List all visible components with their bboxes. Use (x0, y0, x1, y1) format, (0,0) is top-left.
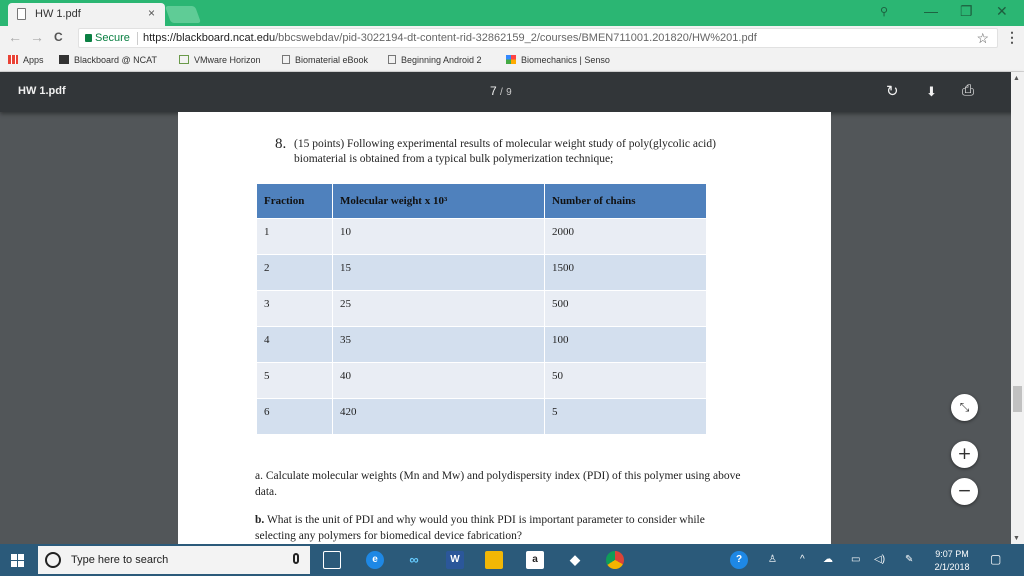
table-header: Molecular weight x 10³ (333, 184, 545, 219)
vmware-icon (179, 55, 189, 64)
table-cell: 2 (257, 255, 333, 291)
rotate-icon[interactable]: ↻ (886, 83, 899, 100)
bookmark-biomaterial-ebook[interactable]: Biomaterial eBook (282, 55, 368, 65)
cortana-icon (45, 552, 61, 568)
windows-start-icon[interactable] (11, 554, 24, 567)
profile-icon[interactable]: ⚲ (880, 6, 889, 18)
taskbar-clock[interactable] (930, 548, 974, 574)
scroll-up-arrow[interactable]: ▲ (1013, 75, 1020, 82)
table-header: Fraction (257, 184, 333, 219)
word-icon[interactable]: W (446, 551, 464, 569)
search-placeholder: Type here to search (71, 554, 169, 566)
edge-icon[interactable]: e (366, 551, 384, 569)
new-tab-button[interactable] (165, 6, 201, 23)
pdf-toolbar (0, 72, 1024, 112)
table-cell: 6 (257, 399, 333, 435)
browser-tab[interactable] (8, 3, 165, 26)
table-cell: 10 (333, 219, 545, 255)
print-icon[interactable]: ⎙ (962, 82, 975, 99)
table-row (257, 363, 707, 399)
bookmark-biomechanics[interactable]: Biomechanics | Senso (506, 55, 610, 65)
question-part-a: a. Calculate molecular weights (Mn and Mw) and polydispersity index (PDI) of this polymer using above data. (255, 470, 741, 498)
chrome-icon[interactable] (606, 551, 624, 569)
table-cell: 25 (333, 291, 545, 327)
table-cell: 100 (545, 327, 707, 363)
pen-icon[interactable]: ✎ (905, 554, 914, 565)
scrollbar[interactable] (1011, 72, 1024, 544)
table-cell: 4 (257, 327, 333, 363)
table-cell: 35 (333, 327, 545, 363)
store-icon[interactable] (485, 551, 503, 569)
help-icon[interactable]: ? (730, 551, 748, 569)
url-text[interactable]: https://blackboard.ncat.edu/bbcswebdav/pid-3022194-dt-content-rid-32862159_2/courses/BMEN711001.201820/HW%201.pdf (143, 32, 757, 44)
back-button[interactable]: ← (8, 29, 22, 45)
clock-date: 2/1/2018 (934, 562, 970, 572)
page-indicator[interactable]: 7 / 9 (490, 84, 512, 98)
results-table (256, 183, 707, 435)
table-cell: 1500 (545, 255, 707, 291)
table-row (257, 219, 707, 255)
question-text: (15 points) Following experimental results of molecular weight study of poly(glycolic acid) biomaterial is obtained from a typical bulk polymerization technique; (294, 138, 716, 165)
download-icon[interactable]: ⬇ (926, 84, 937, 99)
taskbar-search[interactable] (38, 546, 310, 574)
blackboard-icon (59, 55, 69, 64)
lock-icon (85, 34, 92, 42)
page-icon (388, 55, 396, 64)
onedrive-icon[interactable]: ☁ (823, 554, 833, 565)
reload-button[interactable]: C (54, 30, 63, 44)
table-cell: 5 (545, 399, 707, 435)
table-cell: 3 (257, 291, 333, 327)
table-cell: 1 (257, 219, 333, 255)
forward-button[interactable]: → (30, 29, 44, 45)
fit-page-button[interactable]: ⤡ (951, 394, 978, 421)
bookmark-blackboard[interactable]: Blackboard @ NCAT (59, 55, 157, 65)
title-bar (0, 0, 1024, 26)
zoom-out-button[interactable]: − (951, 478, 978, 505)
bookmarks-bar (0, 50, 1024, 72)
joomla-icon (506, 55, 516, 64)
table-header: Number of chains (545, 184, 707, 219)
table-cell: 15 (333, 255, 545, 291)
browser-menu-icon[interactable]: ⋮ (1005, 29, 1019, 45)
pdf-title: HW 1.pdf (18, 85, 66, 97)
amazon-icon[interactable]: a (526, 551, 544, 569)
bookmark-star-icon[interactable]: ☆ (976, 30, 989, 46)
show-hidden-icons[interactable]: ^ (800, 554, 805, 565)
pdf-page (178, 112, 831, 544)
close-window-button[interactable]: ✕ (996, 3, 1008, 19)
notifications-icon[interactable]: ▢ (990, 552, 1002, 566)
clock-time: 9:07 PM (935, 549, 969, 559)
question-part-b: b. What is the unit of PDI and why would you think PDI is important parameter to consider while selecting any polymers for biomedical device fabrication? (255, 514, 705, 542)
battery-icon[interactable]: ▭ (851, 554, 861, 565)
bookmark-vmware[interactable]: VMware Horizon (179, 55, 261, 65)
link-icon[interactable]: ∞ (409, 552, 419, 567)
table-header-row (257, 184, 707, 219)
question-number: 8. (275, 136, 287, 152)
task-view-icon[interactable] (323, 551, 341, 569)
table-cell: 2000 (545, 219, 707, 255)
tab-close-button[interactable]: × (147, 6, 155, 20)
taskbar (0, 544, 1024, 576)
scrollbar-thumb[interactable] (1013, 386, 1022, 412)
apps-icon (8, 55, 18, 64)
bookmark-beginning-android[interactable]: Beginning Android 2 (388, 55, 482, 65)
table-cell: 5 (257, 363, 333, 399)
bookmark-apps[interactable]: Apps (8, 55, 44, 65)
dropbox-icon[interactable]: ◆ (570, 552, 580, 567)
table-cell: 50 (545, 363, 707, 399)
maximize-button[interactable]: ❐ (960, 3, 973, 19)
table-row (257, 255, 707, 291)
minimize-button[interactable]: — (924, 3, 938, 19)
table-row (257, 399, 707, 435)
address-bar[interactable] (78, 28, 998, 48)
divider (137, 32, 138, 45)
document-icon (17, 8, 26, 20)
table-cell: 40 (333, 363, 545, 399)
browser-toolbar (0, 26, 1024, 50)
people-icon[interactable]: ♙ (768, 554, 777, 565)
tab-title: HW 1.pdf (35, 8, 81, 20)
volume-icon[interactable]: ◁) (874, 554, 886, 565)
table-cell: 500 (545, 291, 707, 327)
table-row (257, 291, 707, 327)
table-cell: 420 (333, 399, 545, 435)
scroll-down-arrow[interactable]: ▼ (1013, 535, 1020, 542)
secure-label: Secure (95, 32, 130, 44)
page-icon (282, 55, 290, 64)
microphone-icon[interactable] (293, 553, 299, 564)
zoom-in-button[interactable]: + (951, 441, 978, 468)
table-row (257, 327, 707, 363)
